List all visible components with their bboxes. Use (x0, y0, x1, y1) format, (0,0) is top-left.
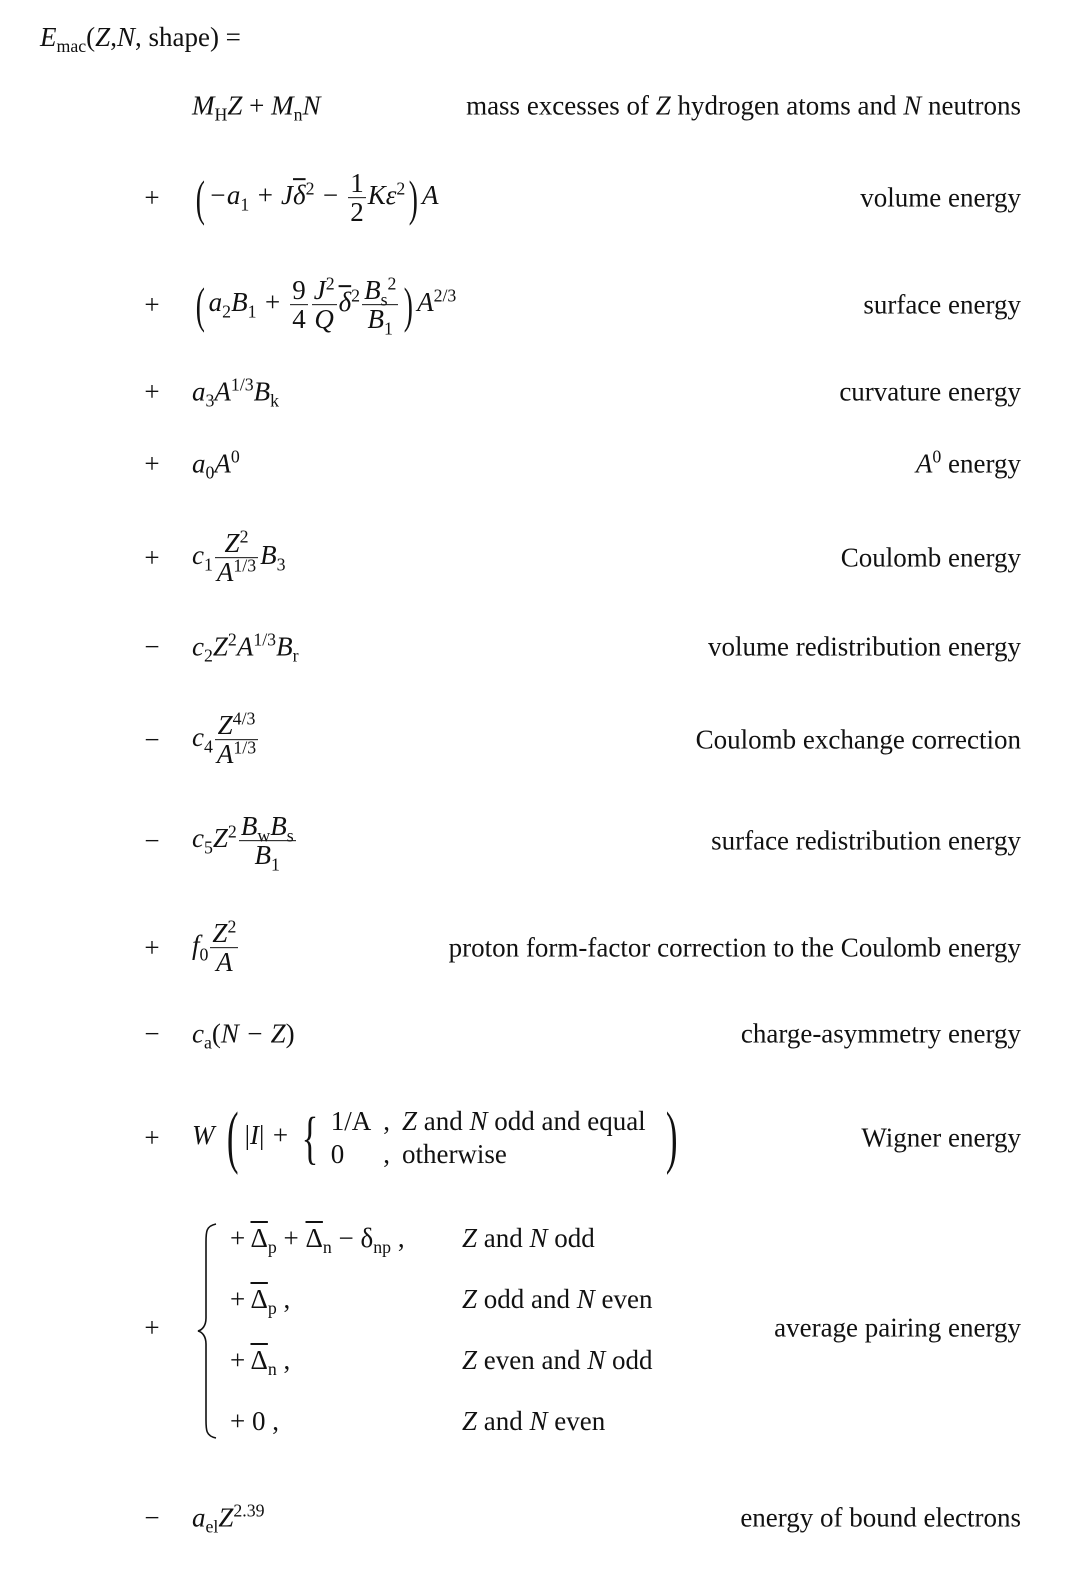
term-description: proton form-factor correction to the Coulomb energy (448, 932, 1021, 963)
term-bound-electrons (0, 1496, 1080, 1540)
wigner-case-sep: , (383, 1139, 390, 1169)
pairing-cases (230, 1208, 653, 1452)
term-operator: − (144, 1502, 160, 1533)
term-expression: $a_{el}Z^{2.39}$ (192, 1500, 265, 1537)
term-expression: $c_a(N - Z)$ (192, 1018, 295, 1053)
term-mass-excess (0, 86, 1080, 126)
term-description: Coulomb energy (840, 542, 1021, 573)
term-expression: $c_4$ $\frac{Z^{4/3}}{A^{1/3}}$ (192, 708, 257, 770)
wigner-case-sep: , (383, 1106, 390, 1136)
term-operator: + (144, 1122, 160, 1153)
term-a0 (0, 444, 1080, 484)
term-curvature (0, 372, 1080, 412)
pairing-case-value: + $\overline{\Delta}_p + \overline{\Delta}_n - \delta_{np}$ , (230, 1223, 405, 1258)
term-description: volume energy (860, 182, 1021, 213)
term-operator: + (144, 448, 160, 479)
wigner-case-cond: Z and N odd and equal (401, 1106, 646, 1136)
term-description: average pairing energy (774, 1312, 1021, 1343)
term-operator: + (144, 542, 160, 573)
term-operator: − (144, 1018, 160, 1049)
wigner-cases (331, 1106, 646, 1170)
pairing-case-cond: Z even and N odd (462, 1345, 653, 1375)
term-operator: + (144, 376, 160, 407)
wigner-case-cond: otherwise (401, 1139, 507, 1169)
term-description: mass excesses of Z hydrogen atoms and N neutrons (466, 90, 1021, 121)
pairing-case-cond: Z and N even (462, 1406, 606, 1436)
term-description: volume redistribution energy (708, 631, 1021, 662)
pairing-case-cond: Z and N odd (462, 1223, 595, 1253)
term-expression: $a_3A^{1/3}B_k$ (192, 374, 280, 411)
term-charge-asymmetry (0, 1014, 1080, 1054)
term-expression: $M_HZ + M_nN$ (192, 90, 321, 125)
term-description: Coulomb exchange correction (695, 724, 1021, 755)
term-description: $A^0$ energy (915, 446, 1021, 479)
term-expression: $c_1$ $\frac{Z^2}{A^{1/3}}$ $B_3$ (192, 526, 286, 588)
term-operator: − (144, 631, 160, 662)
term-operator: − (144, 825, 160, 856)
term-surface-redistribution (0, 803, 1080, 879)
pairing-case-value: + $\overline{\Delta}_n$ , (230, 1345, 291, 1380)
term-description: charge-asymmetry energy (740, 1018, 1021, 1049)
wigner-case-value: 1/A (330, 1106, 372, 1136)
term-coulomb-exchange (0, 702, 1080, 778)
pairing-case-cond: Z odd and N even (462, 1284, 653, 1314)
pairing-brace (196, 1222, 218, 1440)
term-description: Wigner energy (861, 1122, 1021, 1153)
term-surface (0, 262, 1080, 348)
term-coulomb (0, 520, 1080, 596)
term-proton-form-factor (0, 910, 1080, 986)
term-expression: $f_0$ $\frac{Z^2}{A}$ (192, 916, 237, 978)
term-operator: + (144, 182, 160, 213)
term-expression: ( $a_2B_1$ + $\frac{9}{4}$ $\frac{J^2}{Q}$ $\overline{\delta}^2$ $\frac{B_s^2}{B_1}$ ) $A^{2/3}$ (195, 273, 457, 339)
pairing-case-value: + 0 , (230, 1406, 279, 1436)
term-description: curvature energy (839, 376, 1021, 407)
term-expression: $a_0A^0$ (192, 446, 240, 483)
term-volume-redistribution (0, 627, 1080, 667)
term-expression: W ( |I| + { 1/A , Z and N odd and equal 0 , otherwise ) (192, 1099, 678, 1176)
term-operator: + (144, 1312, 160, 1343)
term-volume (0, 160, 1080, 236)
term-description: surface redistribution energy (711, 825, 1021, 856)
term-operator: − (144, 724, 160, 755)
term-expression: $c_2Z^2A^{1/3}B_r$ (192, 629, 299, 666)
term-expression: ( $-a_1 + J\overline{\delta}^2$ − $\frac{1}{2}$ $K\varepsilon^2$) A (195, 168, 439, 228)
term-operator: + (144, 289, 160, 320)
term-description: energy of bound electrons (740, 1502, 1021, 1533)
equation-lhs: $E_{mac}(Z,N$, shape) = (40, 22, 241, 57)
term-description: surface energy (863, 289, 1021, 320)
wigner-case-value: 0 (330, 1139, 345, 1169)
term-operator: + (144, 932, 160, 963)
term-wigner (0, 1098, 1080, 1178)
term-expression: $c_5Z^2$ $\frac{B_wB_s}{B_1}$ (192, 811, 294, 875)
pairing-case-value: + $\overline{\Delta}_p$ , (230, 1284, 291, 1319)
